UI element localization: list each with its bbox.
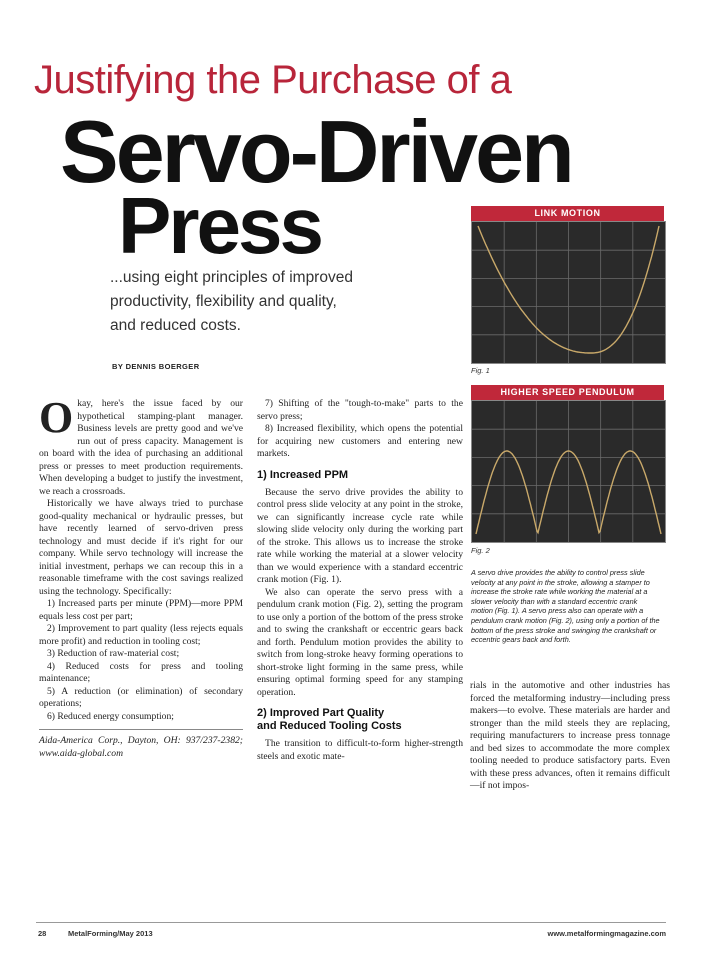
footer-url: www.metalformingmagazine.com xyxy=(547,929,666,938)
fig1-chart xyxy=(472,222,665,363)
section-heading xyxy=(257,707,463,733)
fig1-title: LINK MOTION xyxy=(471,206,664,221)
list-item: 5) A reduction (or elimination) of secondary operations; xyxy=(39,685,243,709)
divider xyxy=(39,729,243,730)
list-item: 1) Increased parts per minute (PPM)—more PPM equals less cost per part; xyxy=(39,598,243,622)
footer-rule xyxy=(36,922,666,923)
section-heading-line: 2) Improved Part Quality xyxy=(257,707,385,719)
list-item: 8) Increased flexibility, which opens the potential for acquiring new customers and entering new markets. xyxy=(257,423,463,459)
deck-line: and reduced costs. xyxy=(110,317,241,334)
drop-cap: O xyxy=(39,393,74,442)
title-kicker: Justifying the Purchase of a xyxy=(34,58,512,102)
fig2-grid xyxy=(472,401,665,542)
section-heading-line: and Reduced Tooling Costs xyxy=(257,720,402,732)
deck-line: ...using eight principles of improved xyxy=(110,269,353,286)
list-item: 6) Reduced energy consumption; xyxy=(47,710,174,722)
fig2-title: HIGHER SPEED PENDULUM xyxy=(471,385,664,400)
list-item: 7) Shifting of the "tough-to-make" parts to the servo press; xyxy=(257,398,463,422)
fig1-plot xyxy=(471,221,666,364)
title-line-2: Press xyxy=(118,181,321,270)
fig2-chart xyxy=(472,401,665,542)
figure-caption: A servo drive provides the ability to control press slide velocity at any point in the stroke, allowing a stamper to increase the stroke rate while working the material at a slower velocity than with a standard eccentric crank motion (Fig. 1). A servo press also can operate with a pendulum crank motion (Fig. 2), using only a portion of the bottom of the press stroke and swinging the crankshaft or eccentric gears back and forth. xyxy=(471,568,660,645)
paragraph: We also can operate the servo press with a pendulum crank motion (Fig. 2), setting the program to use only a portion of the bottom of the press stroke and to swing the crankshaft or eccentric gears back and forth. Pendulum motion provides the ability to switch from long-stroke heavy forming operations to short-stroke light forming in the same press, while ensuring optimal forming speed for any stamping operation. xyxy=(257,586,463,698)
list-item: 4) Reduced costs for press and tooling maintenance; xyxy=(39,660,243,684)
fig1-label: Fig. 1 xyxy=(471,366,490,375)
fig2-label: Fig. 2 xyxy=(471,546,490,555)
byline: BY DENNIS BOERGER xyxy=(112,362,200,371)
body-column-3 xyxy=(470,680,670,793)
fig2-plot xyxy=(471,400,666,543)
paragraph xyxy=(39,393,243,498)
paragraph: The transition to difficult-to-form higher-strength steels and exotic mate- xyxy=(257,738,463,762)
list-item: 2) Improvement to part quality (less rejects equals more profit) and reduction in tooling cost; xyxy=(39,623,243,647)
list-item: 3) Reduction of raw-material cost; xyxy=(47,648,180,659)
body-column-2 xyxy=(257,398,463,763)
section-heading: 1) Increased PPM xyxy=(257,468,349,481)
fig1-grid xyxy=(472,222,665,363)
title-line-1: Servo-Driven xyxy=(60,102,572,201)
paragraph: Historically we have always tried to purchase good-quality mechanical or hydraulic presses, but have recently learned of servo-driven press technology and must decide if it's right for our company. While servo technology will increase the initial investment, perhaps we can recoup this in a reasonable timeframe with the cost savings realized using the technology. Specifically: xyxy=(39,498,243,597)
deck-line: productivity, flexibility and quality, xyxy=(110,293,337,310)
paragraph: rials in the automotive and other industries has forced the metalforming industry—including press makers—to evolve. These materials are harder and stronger than the mild steels they are replacing, requiring manufacturers to increase press tonnage and bed sizes to accommodate the more complex tooling needed to produce satisfactory parts. Even with these press advances, often it remains difficult—if not impos- xyxy=(470,680,670,791)
deck-subtitle xyxy=(110,266,410,338)
body-column-1 xyxy=(39,393,243,760)
author-contact: Aida-America Corp., Dayton, OH: 937/237-2382; www.aida-global.com xyxy=(39,735,243,759)
paragraph: Because the servo drive provides the ability to control press slide velocity at any point in the stroke, we can significantly increase cycle rate while slowing slide velocity only during the working part of the stroke. This allows us to increase the stroke rate while working the material at a slower velocity than we would experience with a standard eccentric crank motion (Fig. 1). xyxy=(257,486,463,585)
page-number: 28 xyxy=(38,929,47,938)
paragraph-text: kay, here's the issue faced by our hypothetical stamping-plant manager. Business levels are pretty good and we've run out of press capacity. Management is on board with the idea of purchasing an additional press or presses to meet production requirements. When developing a budget to justify the investment, we reach a crossroads. xyxy=(39,398,243,497)
issue-info: MetalForming/May 2013 xyxy=(68,929,153,938)
